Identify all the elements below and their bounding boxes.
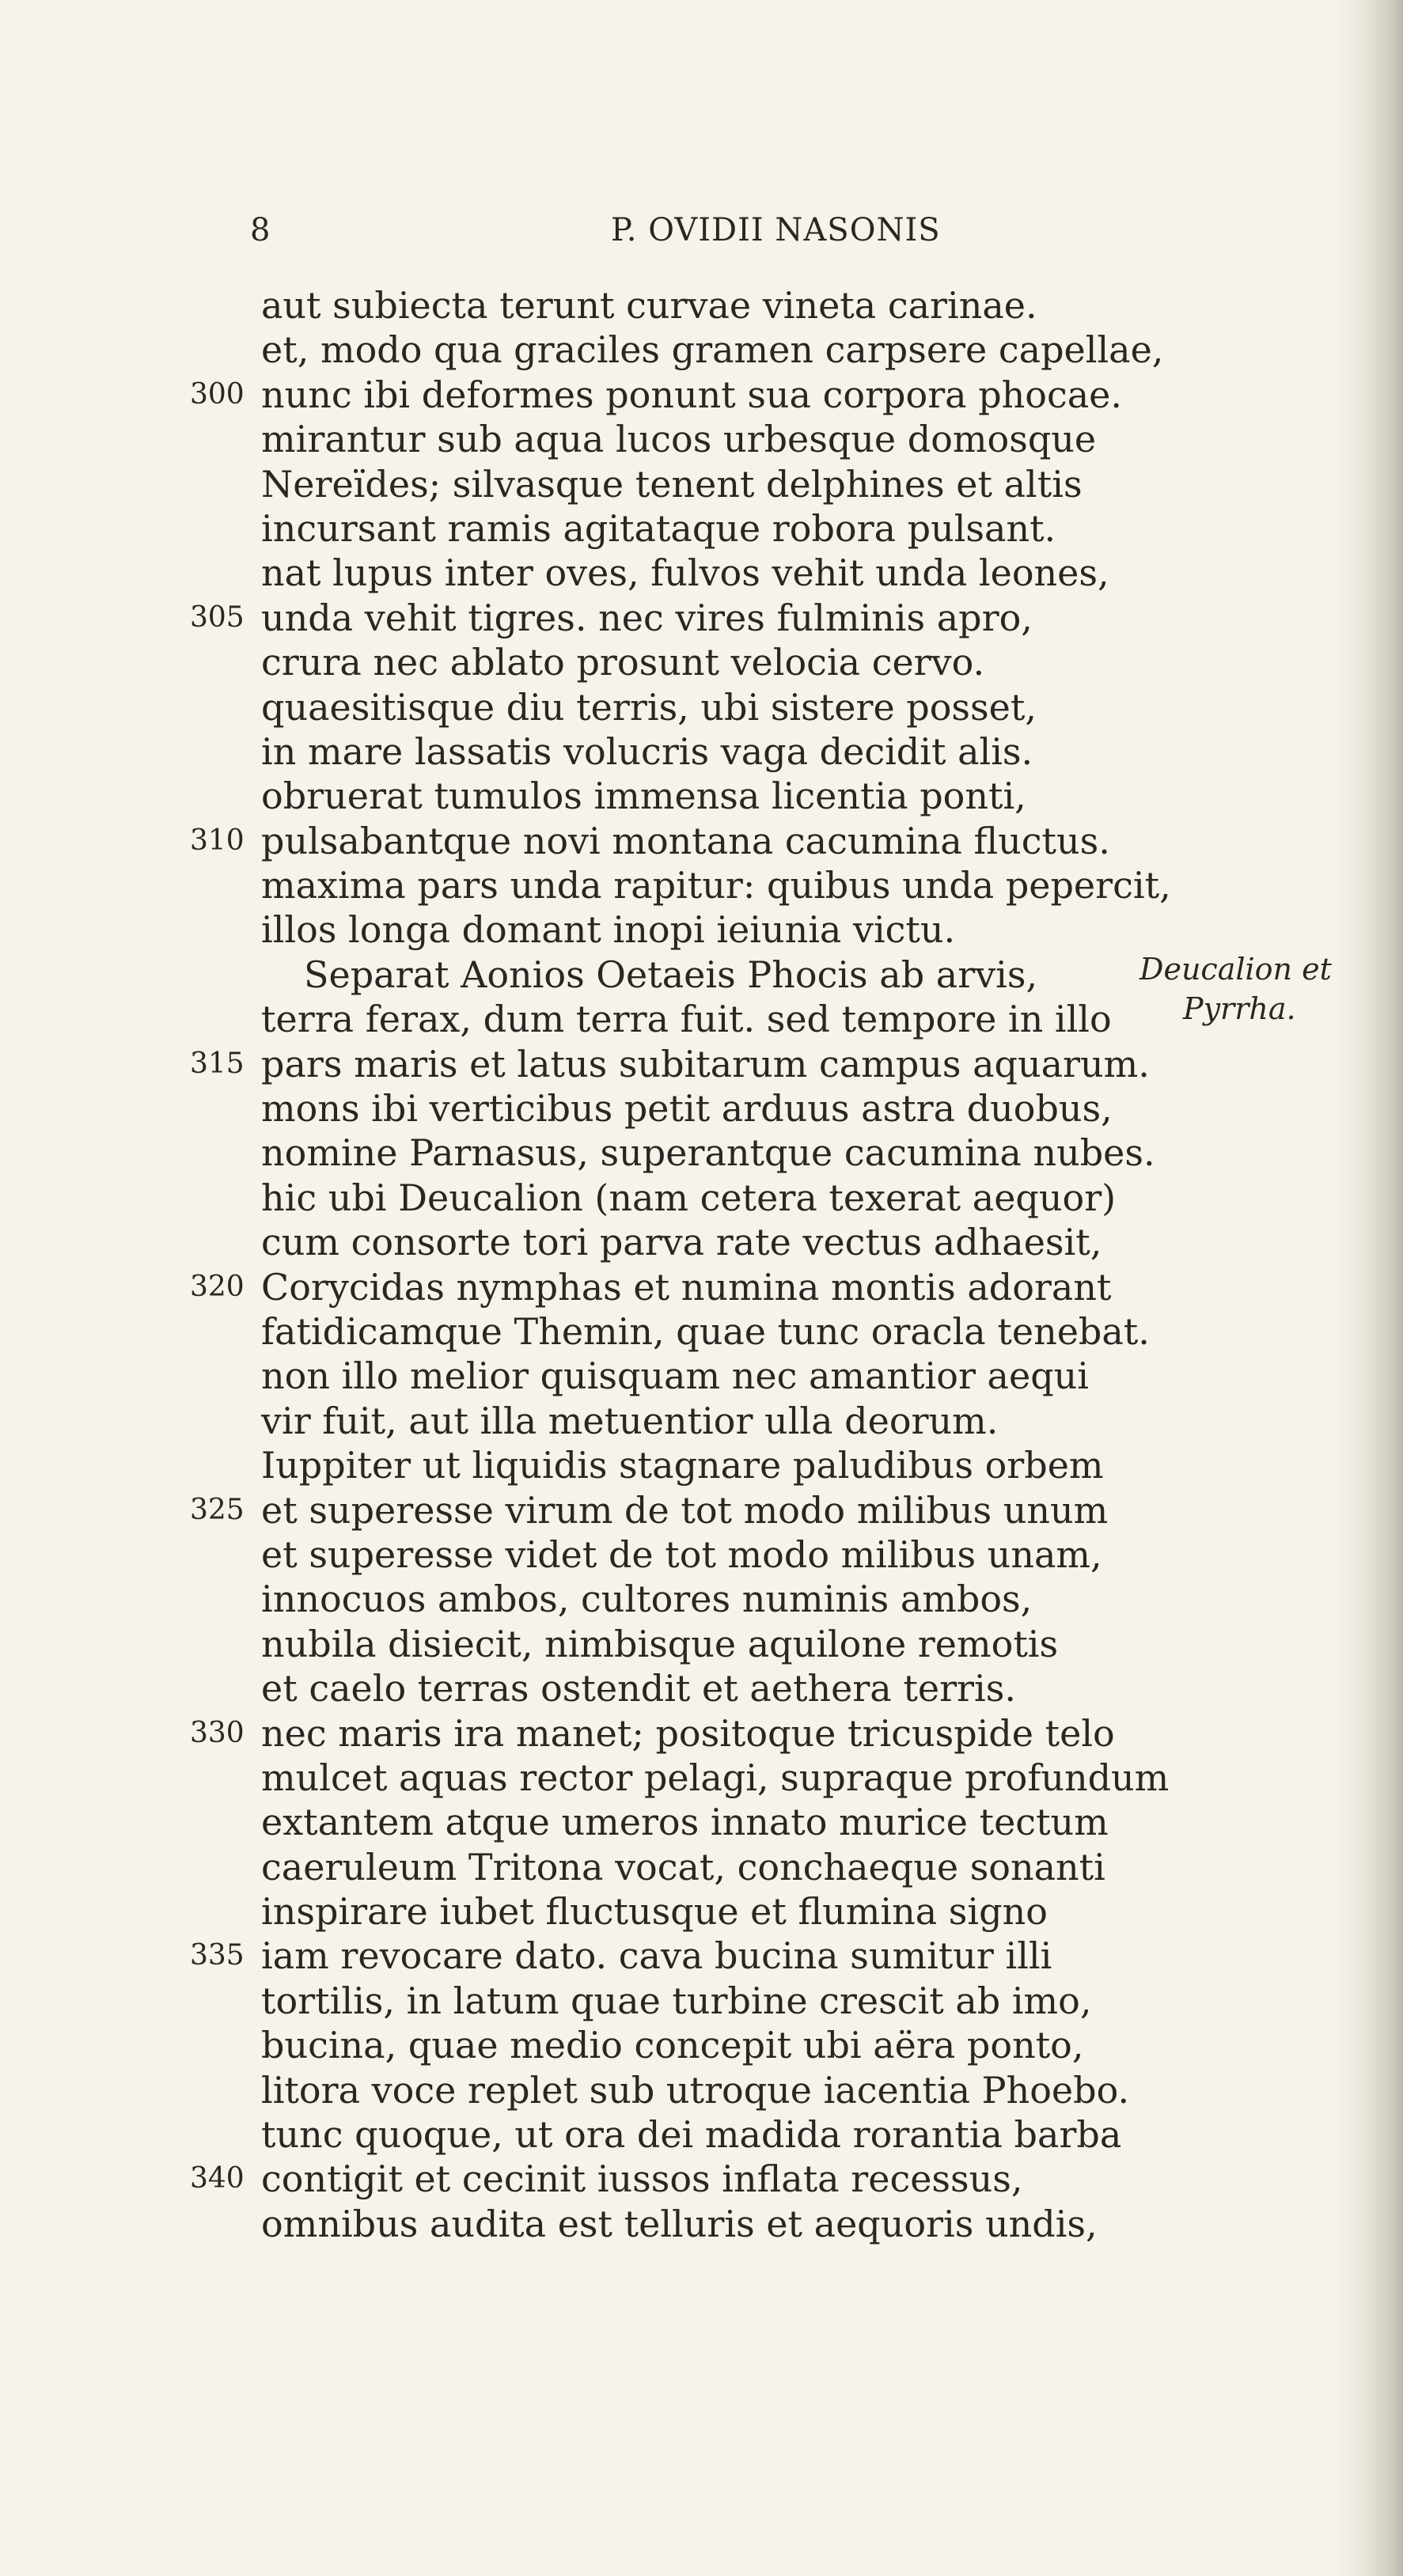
line-text: caeruleum Tritona vocat, conchaeque sonanti	[261, 1845, 1105, 1888]
verse-line	[0, 1176, 1403, 1220]
line-text: in mare lassatis volucris vaga decidit alis.	[261, 729, 1033, 773]
line-text: et caelo terras ostendit et aethera terris.	[261, 1667, 1016, 1710]
line-number: 325	[190, 1493, 245, 1526]
line-text: vir fuit, aut illa metuentior ulla deorum.	[261, 1399, 999, 1442]
verse-line	[0, 907, 1403, 952]
line-number: 310	[190, 824, 245, 857]
line-text: unda vehit tigres. nec vires fulminis apro,	[261, 596, 1033, 639]
page-title: P. OVIDII NASONIS	[611, 212, 941, 248]
line-text: nomine Parnasus, superantque cacumina nubes.	[261, 1131, 1155, 1175]
line-text: crura nec ablato prosunt velocia cervo.	[261, 641, 985, 684]
verse-line	[0, 1488, 1403, 1532]
verse-line	[0, 462, 1403, 506]
verse-line	[0, 1889, 1403, 1934]
verse-line	[0, 774, 1403, 818]
verse-line	[0, 685, 1403, 729]
verse-line	[0, 373, 1403, 417]
line-text: non illo melior quisquam nec amantior aequi	[261, 1354, 1089, 1398]
line-text: contigit et cecinit iussos inflata recessus,	[261, 2157, 1023, 2201]
verse-line	[0, 283, 1403, 328]
verse-line	[0, 2068, 1403, 2112]
verse-line	[0, 328, 1403, 372]
line-text: Nereïdes; silvasque tenent delphines et altis	[261, 462, 1083, 506]
line-text: litora voce replet sub utroque iacentia Phoebo.	[261, 2068, 1130, 2112]
line-text: terra ferax, dum terra fuit. sed tempore in illo	[261, 998, 1112, 1041]
line-text: mulcet aquas rector pelagi, supraque profundum	[261, 1756, 1170, 1799]
line-text: tunc quoque, ut ora dei madida rorantia barba	[261, 2113, 1122, 2157]
line-text: tortilis, in latum quae turbine crescit ab imo,	[261, 1979, 1092, 2022]
line-number: 335	[190, 1939, 245, 1972]
verse-line	[0, 2157, 1403, 2201]
line-text: Iuppiter ut liquidis stagnare paludibus orbem	[261, 1444, 1104, 1487]
line-text: hic ubi Deucalion (nam cetera texerat aequor)	[261, 1176, 1117, 1219]
line-text: mons ibi verticibus petit arduus astra duobus,	[261, 1087, 1113, 1131]
verse-line	[0, 1979, 1403, 2023]
line-text: quaesitisque diu terris, ubi sistere posset,	[261, 685, 1037, 729]
line-text: nunc ibi deformes ponunt sua corpora phocae.	[261, 373, 1123, 416]
verse-line	[0, 2202, 1403, 2246]
verse-line	[0, 1354, 1403, 1398]
verse-line	[0, 863, 1403, 907]
verse-line	[0, 1800, 1403, 1844]
line-text: maxima pars unda rapitur: quibus unda pepercit,	[261, 864, 1171, 907]
line-text: nat lupus inter oves, fulvos vehit unda leones,	[261, 551, 1109, 595]
line-text: obruerat tumulos immensa licentia ponti,	[261, 775, 1026, 818]
verse-line	[0, 1666, 1403, 1710]
verse-line	[0, 417, 1403, 461]
verse-line	[0, 1934, 1403, 1978]
line-text: extantem atque umeros innato murice tectum	[261, 1801, 1109, 1844]
verse-line	[0, 1399, 1403, 1443]
verse-line	[0, 1845, 1403, 1889]
verse-line	[0, 1042, 1403, 1086]
marginal-note	[1139, 949, 1401, 1029]
running-head	[0, 212, 1403, 259]
verse-line	[0, 1086, 1403, 1131]
page-number: 8	[250, 212, 271, 248]
line-text: et superesse videt de tot modo milibus unam,	[261, 1532, 1102, 1576]
line-text: aut subiecta terunt curvae vineta carinae.	[261, 284, 1037, 327]
line-number: 300	[190, 377, 245, 411]
verse-line	[0, 1131, 1403, 1175]
marginal-note-line-2: Pyrrha.	[1183, 991, 1296, 1026]
line-text: pars maris et latus subitarum campus aquarum.	[261, 1042, 1150, 1085]
verse-line	[0, 729, 1403, 774]
line-text: fatidicamque Themin, quae tunc oracla tenebat.	[261, 1309, 1150, 1353]
verse-line	[0, 1265, 1403, 1309]
verse-line	[0, 819, 1403, 863]
line-text: Corycidas nymphas et numina montis adorant	[261, 1265, 1112, 1309]
line-text: iam revocare dato. cava bucina sumitur illi	[261, 1934, 1052, 1978]
verse-line	[0, 1577, 1403, 1621]
verse-line	[0, 2112, 1403, 2157]
line-text: illos longa domant inopi ieiunia victu.	[261, 908, 956, 952]
verse-line	[0, 1443, 1403, 1487]
line-number: 330	[190, 1716, 245, 1749]
line-text: nubila disiecit, nimbisque aquilone remotis	[261, 1622, 1059, 1665]
line-text: bucina, quae medio concepit ubi aëra ponto,	[261, 2024, 1084, 2067]
verse-line	[0, 1711, 1403, 1756]
verse-line	[0, 1756, 1403, 1800]
line-text: incursant ramis agitataque robora pulsant.	[261, 506, 1056, 550]
line-text: cum consorte tori parva rate vectus adhaesit,	[261, 1221, 1102, 1264]
line-text: innocuos ambos, cultores numinis ambos,	[261, 1578, 1033, 1621]
verse-line	[0, 1309, 1403, 1354]
verse-line	[0, 640, 1403, 684]
line-text: et superesse virum de tot modo milibus unum	[261, 1488, 1109, 1532]
line-number: 340	[190, 2162, 245, 2195]
verse-line	[0, 2023, 1403, 2067]
verse-line	[0, 1622, 1403, 1666]
line-text: pulsabantque novi montana cacumina fluctus.	[261, 819, 1110, 862]
verse-line	[0, 551, 1403, 595]
marginal-note-line-1: Deucalion et	[1139, 952, 1332, 987]
verse-line	[0, 506, 1403, 551]
verse-line	[0, 596, 1403, 640]
line-text: omnibus audita est telluris et aequoris undis,	[261, 2202, 1098, 2245]
line-text: nec maris ira manet; positoque tricuspide telo	[261, 1711, 1115, 1755]
line-number: 320	[190, 1270, 245, 1303]
verse-line	[0, 1220, 1403, 1264]
line-number: 305	[190, 600, 245, 634]
line-number: 315	[190, 1047, 245, 1080]
line-text: et, modo qua graciles gramen carpsere capellae,	[261, 328, 1164, 372]
verse-line	[0, 1532, 1403, 1577]
line-text: mirantur sub aqua lucos urbesque domosque	[261, 418, 1097, 461]
line-text: Separat Aonios Oetaeis Phocis ab arvis,	[304, 953, 1038, 996]
verse-block	[0, 283, 1403, 2246]
line-text: inspirare iubet fluctusque et flumina signo	[261, 1890, 1048, 1934]
